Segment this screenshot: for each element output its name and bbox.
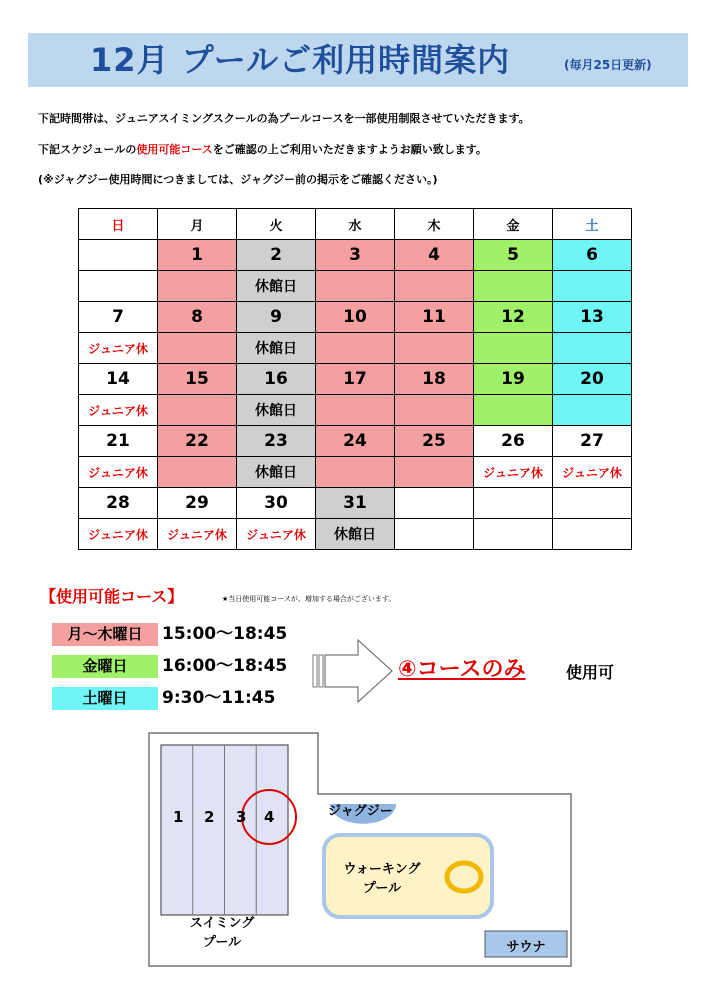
note-cell xyxy=(316,333,395,364)
day-cell xyxy=(79,240,158,271)
day-cell: 9 xyxy=(237,302,316,333)
calendar-header-row xyxy=(79,209,632,240)
closed-day-label: 休館日 xyxy=(237,457,316,488)
calendar-week-3-notes xyxy=(79,395,632,426)
schedule-label-fri: 金曜日 xyxy=(52,655,158,678)
walking-pool-label-2: プール xyxy=(362,881,402,896)
note-cell xyxy=(395,395,474,426)
note-cell xyxy=(395,457,474,488)
calendar-week-4-notes xyxy=(79,457,632,488)
day-cell: 7 xyxy=(79,302,158,333)
junior-off-label: ジュニア休 xyxy=(79,457,158,488)
day-cell xyxy=(553,488,632,519)
closed-day-label: 休館日 xyxy=(237,395,316,426)
calendar-week-2-days xyxy=(79,302,632,333)
note-cell xyxy=(158,333,237,364)
note-line-1: 下記時間帯は、ジュニアスイミングスクールの為プールコースを一部使用制限させていただきます。 xyxy=(38,112,530,125)
day-cell: 23 xyxy=(237,426,316,457)
junior-off-label: ジュニア休 xyxy=(79,333,158,364)
available-courses-title: 【使用可能コース】 xyxy=(40,587,184,606)
swimming-pool-label-2: プール xyxy=(202,935,242,950)
calendar-week-1-days xyxy=(79,240,632,271)
day-cell: 13 xyxy=(553,302,632,333)
note-line-2-highlight: 使用可能コース xyxy=(136,143,213,156)
day-cell: 27 xyxy=(553,426,632,457)
junior-off-label: ジュニア休 xyxy=(79,519,158,550)
lane-number: 1 xyxy=(173,808,184,826)
day-cell: 18 xyxy=(395,364,474,395)
schedule-label-sat: 土曜日 xyxy=(52,687,158,710)
schedule-time-fri: 16:00〜18:45 xyxy=(162,656,288,676)
day-cell: 6 xyxy=(553,240,632,271)
note-cell xyxy=(474,519,553,550)
day-cell: 17 xyxy=(316,364,395,395)
day-cell: 20 xyxy=(553,364,632,395)
course-four-only: ④コースのみ xyxy=(398,657,526,682)
day-cell: 8 xyxy=(158,302,237,333)
note-line-3: (※ジャグジー使用時間につきましては、ジャグジー前の掲示をご確認ください。) xyxy=(38,173,438,186)
day-cell: 19 xyxy=(474,364,553,395)
note-cell xyxy=(158,271,237,302)
course-usable-label: 使用可 xyxy=(566,663,615,682)
note-cell xyxy=(474,271,553,302)
day-cell: 29 xyxy=(158,488,237,519)
weekday-wed: 水 xyxy=(316,209,395,240)
day-cell: 2 xyxy=(237,240,316,271)
calendar-week-2-notes xyxy=(79,333,632,364)
calendar-table xyxy=(78,208,632,550)
note-cell xyxy=(553,271,632,302)
day-cell: 10 xyxy=(316,302,395,333)
weekday-sun: 日 xyxy=(79,209,158,240)
day-cell xyxy=(474,488,553,519)
day-cell: 1 xyxy=(158,240,237,271)
schedule-label-mon-thu: 月〜木曜日 xyxy=(52,623,158,646)
junior-off-label: ジュニア休 xyxy=(474,457,553,488)
closed-day-label: 休館日 xyxy=(237,271,316,302)
day-cell: 11 xyxy=(395,302,474,333)
note-line-2-post: をご確認の上ご利用いただきますようお願い致します。 xyxy=(212,143,487,156)
calendar-week-5-days xyxy=(79,488,632,519)
day-cell: 26 xyxy=(474,426,553,457)
note-cell xyxy=(316,271,395,302)
weekday-thu: 木 xyxy=(395,209,474,240)
closed-day-label: 休館日 xyxy=(316,519,395,550)
calendar-week-5-notes xyxy=(79,519,632,550)
day-cell: 22 xyxy=(158,426,237,457)
junior-off-label: ジュニア休 xyxy=(553,457,632,488)
note-line-2 xyxy=(38,141,487,157)
note-cell xyxy=(474,395,553,426)
weekday-mon: 月 xyxy=(158,209,237,240)
day-cell: 30 xyxy=(237,488,316,519)
note-cell xyxy=(395,333,474,364)
day-cell: 31 xyxy=(316,488,395,519)
lane-number: 3 xyxy=(236,808,247,826)
junior-off-label: ジュニア休 xyxy=(237,519,316,550)
available-courses-note: ★当日使用可能コースが、増加する場合がございます。 xyxy=(222,595,396,603)
jacuzzi-label: ジャグジー xyxy=(328,804,393,819)
note-cell xyxy=(79,271,158,302)
day-cell: 3 xyxy=(316,240,395,271)
note-cell xyxy=(395,271,474,302)
note-cell xyxy=(158,457,237,488)
junior-off-label: ジュニア休 xyxy=(79,395,158,426)
schedule-time-sat: 9:30〜11:45 xyxy=(162,688,276,708)
lane-number: 2 xyxy=(204,808,215,826)
weekday-sat: 土 xyxy=(553,209,632,240)
note-cell xyxy=(553,519,632,550)
day-cell xyxy=(395,488,474,519)
page-title: 12月 プールご利用時間案内 xyxy=(90,41,511,79)
swimming-pool-label: スイミング xyxy=(189,916,255,931)
note-cell xyxy=(316,395,395,426)
day-cell: 5 xyxy=(474,240,553,271)
note-cell xyxy=(395,519,474,550)
day-cell: 24 xyxy=(316,426,395,457)
junior-off-label: ジュニア休 xyxy=(158,519,237,550)
lane-number: 4 xyxy=(264,808,275,826)
day-cell: 12 xyxy=(474,302,553,333)
note-cell xyxy=(553,333,632,364)
calendar-week-4-days xyxy=(79,426,632,457)
note-cell xyxy=(553,395,632,426)
note-line-2-pre: 下記スケジュールの xyxy=(38,143,137,156)
right-arrow-icon xyxy=(312,638,394,704)
weekday-fri: 金 xyxy=(474,209,553,240)
day-cell: 25 xyxy=(395,426,474,457)
day-cell: 4 xyxy=(395,240,474,271)
day-cell: 28 xyxy=(79,488,158,519)
day-cell: 15 xyxy=(158,364,237,395)
schedule-time-mon-thu: 15:00〜18:45 xyxy=(162,624,288,644)
day-cell: 14 xyxy=(79,364,158,395)
closed-day-label: 休館日 xyxy=(237,333,316,364)
note-cell xyxy=(316,457,395,488)
update-note: (毎月25日更新) xyxy=(564,58,652,72)
day-cell: 21 xyxy=(79,426,158,457)
calendar-week-1-notes xyxy=(79,271,632,302)
weekday-tue: 火 xyxy=(237,209,316,240)
day-cell: 16 xyxy=(237,364,316,395)
walking-pool-label: ウォーキング xyxy=(343,862,421,877)
sauna-label: サウナ xyxy=(506,940,546,955)
note-cell xyxy=(158,395,237,426)
note-cell xyxy=(474,333,553,364)
calendar-week-3-days xyxy=(79,364,632,395)
